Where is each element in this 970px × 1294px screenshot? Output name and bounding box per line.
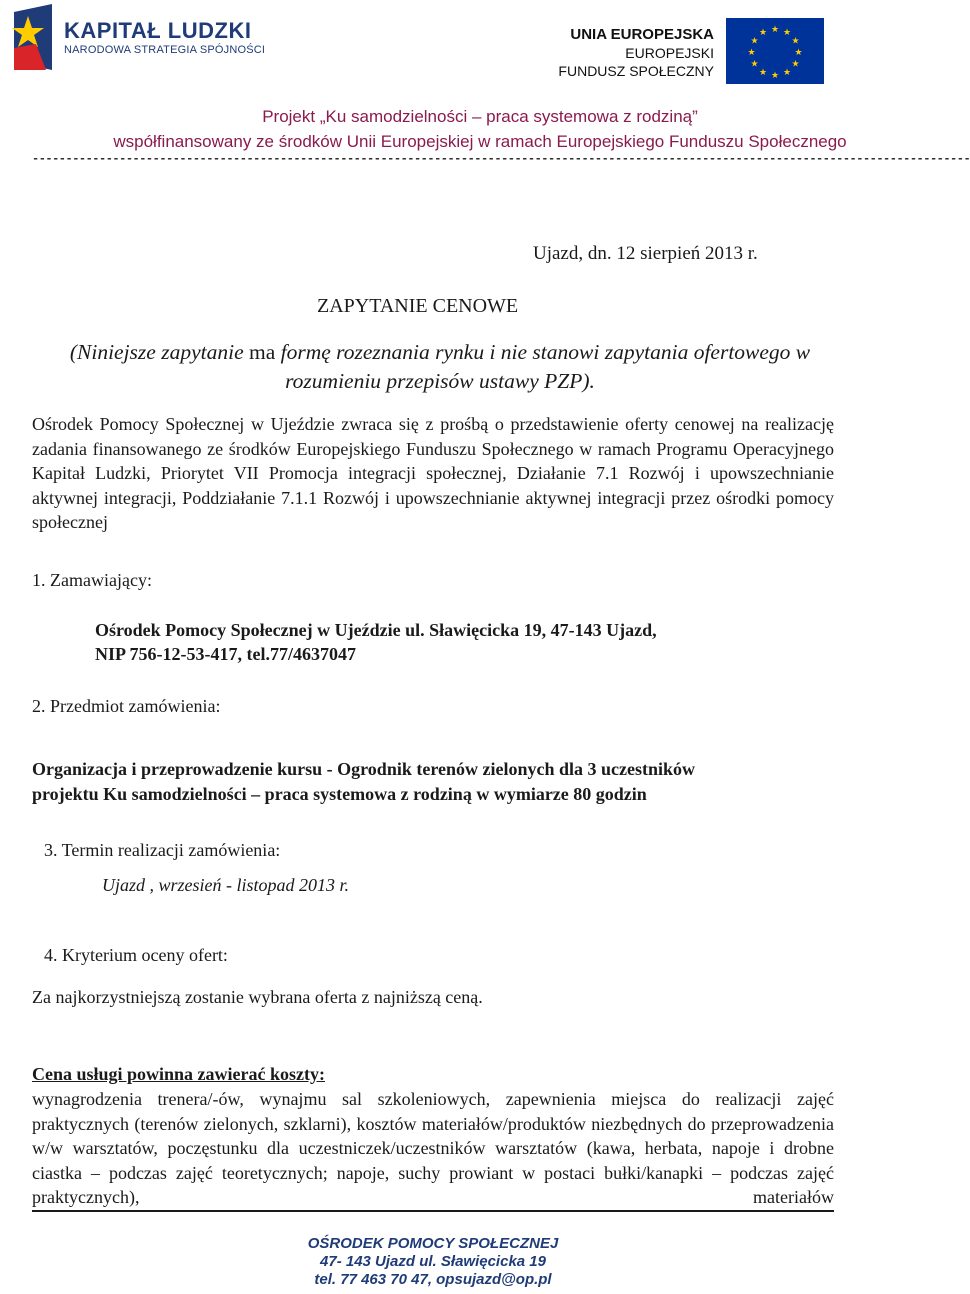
order-subject-line-2: projektu Ku samodzielności – praca systemowa z rodziną w wymiarze 80 godzin [32, 784, 647, 804]
section-term-heading: 3. Termin realizacji zamówienia: [44, 840, 281, 860]
svg-text:★: ★ [791, 36, 800, 47]
footer-institution: OŚRODEK POMOCY SPOŁECZNEJ [307, 1235, 559, 1252]
eu-fund-text [558, 26, 714, 80]
inquiry-note-part-2: formę rozeznania rynku i nie stanowi zapytania ofertowego w rozumieniu przepisów ustawy PZP). [275, 340, 811, 393]
eu-flag-icon [726, 18, 824, 84]
project-title: Projekt „Ku samodzielności – praca systemowa z rodziną” [262, 107, 698, 126]
svg-text:★: ★ [770, 25, 780, 35]
inquiry-note-part-1: (Niniejsze zapytanie [69, 340, 249, 364]
footer-contact: tel. 77 463 70 47, opsujazd@op.pl [314, 1271, 552, 1288]
footer-divider [32, 1210, 834, 1212]
svg-text:★: ★ [782, 68, 792, 78]
svg-text:★: ★ [770, 71, 780, 81]
cost-paragraph: wynagrodzenia trenera/-ów, wynajmu sal szkoleniowych, zapewnienia miejsca do realizacji zajęć praktycznych (terenów zielonych, szklarni), kosztów materiałów/produktów niezbędnych do przeprowadzenia w/w warsztatów, poczęstunku dla uczestniczek/uczestników warsztatów (kawa, herbata, napoje i drobne ciastka – podczas zajęć teoretycznych; napoje, suchy prowiant w postaci bułki/kanapki – podczas zajęć praktycznych), materiałów [32, 1089, 834, 1207]
inquiry-note-upright: ma [248, 340, 276, 364]
kapital-ludzki-subtitle: NARODOWA STRATEGIA SPÓJNOŚCI [64, 44, 266, 56]
realization-term: Ujazd , wrzesień - listopad 2013 r. [102, 875, 350, 895]
eu-line-2: EUROPEJSKI [625, 45, 714, 61]
svg-text:★: ★ [750, 36, 759, 47]
intro-paragraph: Ośrodek Pomocy Społecznej w Ujeździe zwraca się z prośbą o przedstawienie oferty cenowej na realizację zadania finansowanego ze środków Europejskiego Funduszu Społecznego w ramach Programu Operacyjnego Kapitał Ludzki, Priorytet VII Promocja integracji społecznej, Działanie 7.1 Rozwój i upowszechnianie aktywnej integracji, Poddziałanie 7.1.1 Rozwój i upowszechnianie aktywnej integracji przez ośrodki pomocy społecznej [32, 414, 834, 532]
orderer-address [95, 618, 657, 666]
project-cofinancing: współfinansowany ze środków Unii Europejskiej w ramach Europejskiego Funduszu Społecznego [113, 132, 847, 151]
orderer-address-line-2: NIP 756-12-53-417, tel.77/4637047 [95, 644, 356, 664]
svg-text:★: ★ [750, 59, 759, 70]
kapital-ludzki-name: KAPITAŁ LUDZKI [64, 18, 252, 43]
eu-line-3: FUNDUSZ SPOŁECZNY [558, 63, 714, 79]
svg-text:★: ★ [782, 28, 792, 38]
svg-text:★: ★ [794, 48, 803, 58]
footer-address: 47- 143 Ujazd ul. Sławięcicka 19 [320, 1253, 546, 1270]
orderer-address-line-1: Ośrodek Pomocy Społecznej w Ujeździe ul. Sławięcicka 19, 47-143 Ujazd, [95, 620, 657, 640]
order-subject [32, 757, 834, 807]
header-separator: -------------------------------------------------------------------------------------------------------------------------------------------- [32, 152, 970, 166]
svg-text:★: ★ [758, 28, 768, 38]
inquiry-note [44, 338, 836, 396]
section-subject-heading: 2. Przedmiot zamówienia: [32, 696, 221, 716]
document-date: Ujazd, dn. 12 sierpień 2013 r. [533, 243, 758, 264]
section-orderer-heading: 1. Zamawiający: [32, 570, 152, 590]
eu-line-1: UNIA EUROPEJSKA [570, 26, 714, 43]
section-criterion-heading: 4. Kryterium oceny ofert: [44, 945, 228, 965]
cost-heading: Cena usługi powinna zawierać koszty: [32, 1064, 326, 1084]
order-subject-line-1: Organizacja i przeprowadzenie kursu - Ogrodnik terenów zielonych dla 3 uczestników [32, 759, 695, 779]
evaluation-criterion: Za najkorzystniejszą zostanie wybrana oferta z najniższą ceną. [32, 987, 483, 1007]
svg-text:★: ★ [758, 68, 768, 78]
svg-text:★: ★ [791, 59, 800, 70]
document-title: ZAPYTANIE CENOWE [317, 295, 519, 317]
svg-text:★: ★ [747, 48, 756, 58]
